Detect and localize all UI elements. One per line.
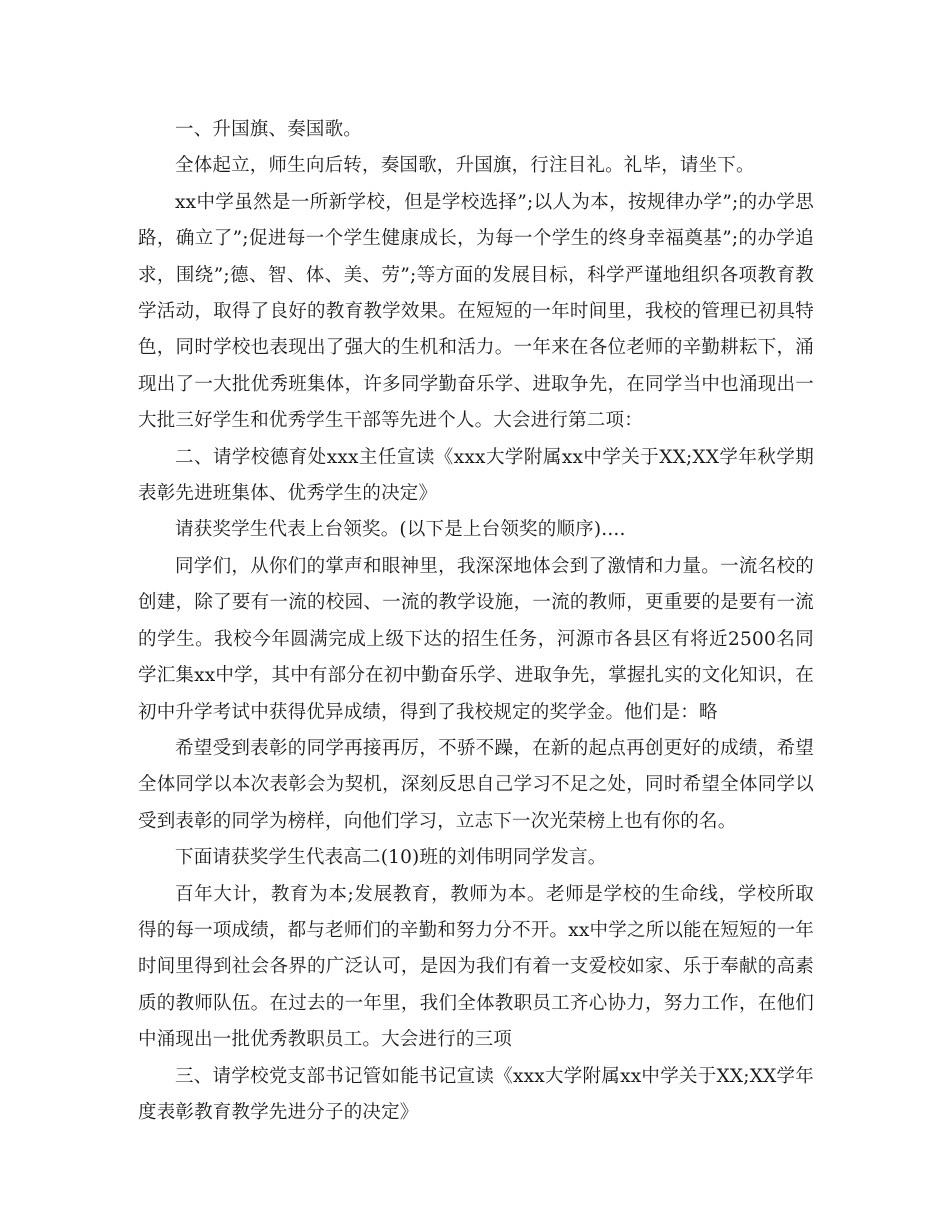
paragraph-encouragement: 希望受到表彰的同学再接再厉，不骄不躁，在新的起点再创更好的成绩，希望全体同学以本次表彰会为契机，深刻反思自己学习不足之处，同时希望全体同学以受到表彰的同学为榜样，向他们学习，立志下一次光荣榜上也有你的名。 — [138, 737, 814, 832]
paragraph-teachers: 百年大计，教育为本;发展教育，教师为本。老师是学校的生命线，学校所取得的每一项成绩，都与老师们的辛勤和努力分不开。xx中学之所以能在短短的一年时间里得到社会各界的广泛认可，是因为我们有着一支爱校如家、乐于奉献的高素质的教师队伍。在过去的一年里，我们全体教职员工齐心协力，努力工作，在他们中涌现出一批优秀教职员工。大会进行的三项 — [138, 883, 814, 1051]
paragraph-school-introduction: xx中学虽然是一所新学校，但是学校选择”;以人为本，按规律办学”;的办学思路，确立了”;促进每一个学生健康成长，为每一个学生的终身幸福奠基”;的办学追求，围绕”;德、智、体、美、劳”;等方面的发展目标，科学严谨地组织各项教育教学活动，取得了良好的教育教学效果。在短短的一年时间里，我校的管理已初具特色，同时学校也表现出了强大的生机和活力。一年来在各位老师的辛勤耕耘下，涌现出了一大批优秀班集体，许多同学勤奋乐学、进取争先，在同学当中也涌现出一大批三好学生和优秀学生干部等先进个人。大会进行第二项： — [138, 191, 814, 432]
paragraph-flag-anthem-heading: 一、升国旗、奏国歌。 — [175, 119, 363, 140]
paragraph-item-three-heading: 三、请学校党支部书记管如能书记宣读《xxx大学附属xx中学关于XX;XX学年度表彰教育教学先进分子的决定》 — [138, 1065, 814, 1123]
paragraph-students-speech: 同学们，从你们的掌声和眼神里，我深深地体会到了激情和力量。一流名校的创建，除了要有一流的校园、一流的教学设施，一流的教师，更重要的是要有一流的学生。我校今年圆满完成上级下达的招生任务，河源市各县区有将近2500名同学汇集xx中学，其中有部分在初中勤奋乐学、进取争先，掌握扎实的文化知识，在初中升学考试中获得优异成绩，得到了我校规定的奖学金。他们是：略 — [138, 555, 814, 723]
paragraph-student-representative: 下面请获奖学生代表高二(10)班的刘伟明同学发言。 — [175, 847, 607, 869]
paragraph-award-students: 请获奖学生代表上台领奖。(以下是上台领奖的顺序).... — [175, 519, 626, 541]
document-body — [138, 112, 814, 1131]
paragraph-flag-ceremony: 全体起立，师生向后转，奏国歌，升国旗，行注目礼。礼毕，请坐下。 — [175, 155, 755, 177]
paragraph-item-two-heading: 二、请学校德育处xxx主任宣读《xxx大学附属xx中学关于XX;XX学年秋学期表彰先进班集体、优秀学生的决定》 — [138, 446, 814, 505]
